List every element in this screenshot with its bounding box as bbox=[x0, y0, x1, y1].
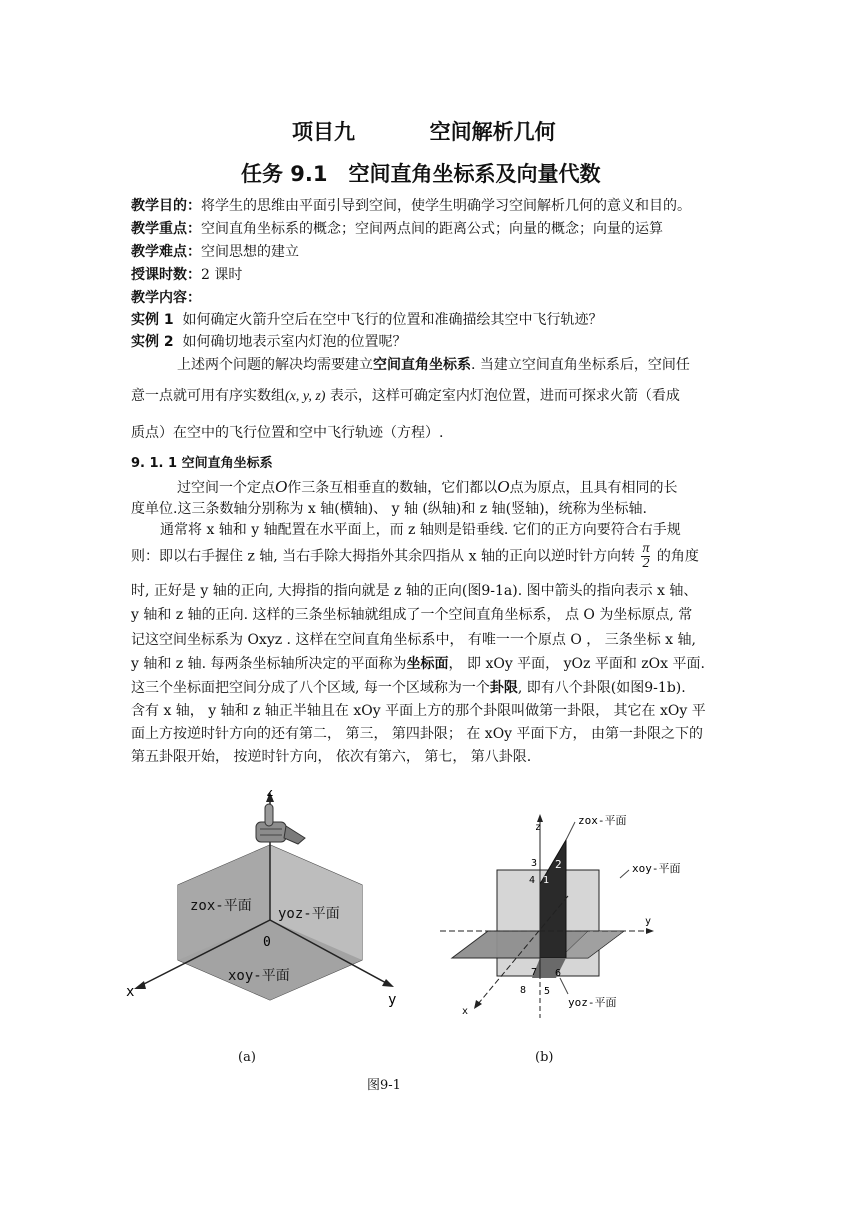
body-line-10: 含有 x 轴， y 轴和 z 轴正半轴且在 xOy 平面上方的那个卦限叫做第一卦限， 其它在 xOy 平 bbox=[131, 703, 706, 719]
svg-text:7: 7 bbox=[531, 967, 538, 978]
project-heading bbox=[292, 116, 556, 146]
svg-text:6: 6 bbox=[555, 968, 562, 979]
caption-b: (b) bbox=[535, 1050, 554, 1065]
meta-difficulty: 教学难点：空间思想的建立 bbox=[131, 244, 299, 260]
fig-a-yoz-label: yoz-平面 bbox=[278, 906, 340, 922]
intro-line-3: 质点）在空中的飞行位置和空中飞行轨迹（方程）. bbox=[131, 425, 444, 441]
body-line-1: 过空间一个定点O作三条互相垂直的数轴，它们都以O点为原点，且具有相同的长 bbox=[177, 477, 678, 496]
figure-b-octants bbox=[440, 808, 710, 1018]
fig-b-yoz-label: yoz-平面 bbox=[568, 996, 617, 1009]
body-line-3: 通常将 x 轴和 y 轴配置在水平面上，而 z 轴则是铅垂线. 它们的正方向要符合右手规 bbox=[160, 522, 681, 538]
fig-b-y-label: y bbox=[645, 916, 652, 927]
svg-text:1: 1 bbox=[543, 875, 550, 886]
meta-objective: 教学目的：将学生的思维由平面引导到空间，使学生明确学习空间解析几何的意义和目的。 bbox=[131, 198, 691, 214]
body-line-4: 则：即以右手握住 z 轴, 当右手除大拇指外其余四指从 x 轴的正向以逆时针方向转 $\frac{\pi}{2}$ 的角度 bbox=[131, 541, 699, 571]
body-line-11: 面上方按逆时针方向的还有第二， 第三， 第四卦限； 在 xOy 平面下方， 由第一卦限之下的 bbox=[131, 726, 703, 742]
body-line-8: y 轴和 z 轴. 每两条坐标轴所决定的平面称为坐标面， 即 xOy 平面， yOz 平面和 zOx 平面. bbox=[131, 656, 705, 672]
fig-a-z-label: z bbox=[266, 790, 274, 800]
example-1: 实例 1 如何确定火箭升空后在空中飞行的位置和准确描绘其空中飞行轨迹？ bbox=[131, 312, 603, 328]
fig-b-x-label: x bbox=[462, 1006, 469, 1017]
svg-text:3: 3 bbox=[531, 858, 538, 869]
intro-line-2: 意一点就可用有序实数组(x, y, z) 表示，这样可确定室内灯泡位置，进而可探求火箭（看成 bbox=[131, 388, 680, 404]
caption-a: (a) bbox=[238, 1050, 256, 1065]
body-line-7: 记这空间坐标系为 Oxyz . 这样在空间直角坐标系中， 有唯一一个原点 O ， 三条坐标 x 轴, bbox=[131, 632, 696, 648]
fig-b-zox-label: zox-平面 bbox=[578, 814, 627, 827]
fig-a-origin-label: 0 bbox=[263, 935, 271, 950]
fig-a-xoy-label: xoy-平面 bbox=[228, 968, 290, 984]
body-line-12: 第五卦限开始， 按逆时针方向， 依次有第六， 第七， 第八卦限. bbox=[131, 749, 532, 765]
x-arrow-icon bbox=[134, 981, 146, 989]
intro-line-1: 上述两个问题的解决均需要建立空间直角坐标系. 当建立空间直角坐标系后，空间任 bbox=[177, 357, 690, 373]
fig-b-z-label: z bbox=[535, 822, 542, 833]
body-line-2: 度单位.这三条数轴分别称为 x 轴(横轴)、 y 轴 (纵轴)和 z 轴(竖轴)，统称为坐标轴. bbox=[131, 501, 648, 517]
svg-text:5: 5 bbox=[544, 986, 551, 997]
meta-key-points: 教学重点：空间直角坐标系的概念；空间两点间的距离公式；向量的概念；向量的运算 bbox=[131, 221, 663, 237]
meta-content: 教学内容： bbox=[131, 290, 201, 306]
figure-a-coordinate-system bbox=[120, 790, 420, 1010]
fraction-pi-over-2: $\frac{\pi}{2}$ bbox=[642, 541, 650, 571]
body-line-6: y 轴和 z 轴的正向. 这样的三条坐标轴就组成了一个空间直角坐标系， 点 O 为坐标原点, 常 bbox=[131, 607, 693, 623]
fig-a-zox-label: zox-平面 bbox=[190, 898, 252, 914]
svg-text:4: 4 bbox=[529, 875, 536, 886]
figure-caption: 图9-1 bbox=[367, 1078, 401, 1093]
right-hand-icon bbox=[256, 804, 305, 844]
y-arrow-icon bbox=[382, 979, 394, 987]
meta-hours: 授课时数：2 课时 bbox=[131, 267, 243, 283]
project-title: 空间解析几何 bbox=[429, 120, 556, 144]
body-line-9: 这三个坐标面把空间分成了八个区域, 每一个区域称为一个卦限, 即有八个卦限(如图9-1b). bbox=[131, 680, 686, 696]
task-title: 任务 9.1 空间直角坐标系及向量代数 bbox=[241, 162, 601, 186]
fig-b-xoy-label: xoy-平面 bbox=[632, 862, 681, 875]
fig-a-x-label: x bbox=[126, 984, 135, 1000]
example-2: 实例 2 如何确切地表示室内灯泡的位置呢？ bbox=[131, 334, 407, 350]
fig-a-y-label: y bbox=[388, 992, 397, 1008]
svg-text:8: 8 bbox=[520, 985, 527, 996]
body-line-5: 时, 正好是 y 轴的正向, 大拇指的指向就是 z 轴的正向(图9-1a). 图中箭头的指向表示 x 轴、 bbox=[131, 583, 698, 599]
svg-text:2: 2 bbox=[555, 858, 562, 871]
project-label: 项目九 bbox=[292, 120, 355, 144]
zox-plane bbox=[540, 840, 566, 958]
section-title: 9. 1. 1 空间直角坐标系 bbox=[131, 456, 273, 471]
